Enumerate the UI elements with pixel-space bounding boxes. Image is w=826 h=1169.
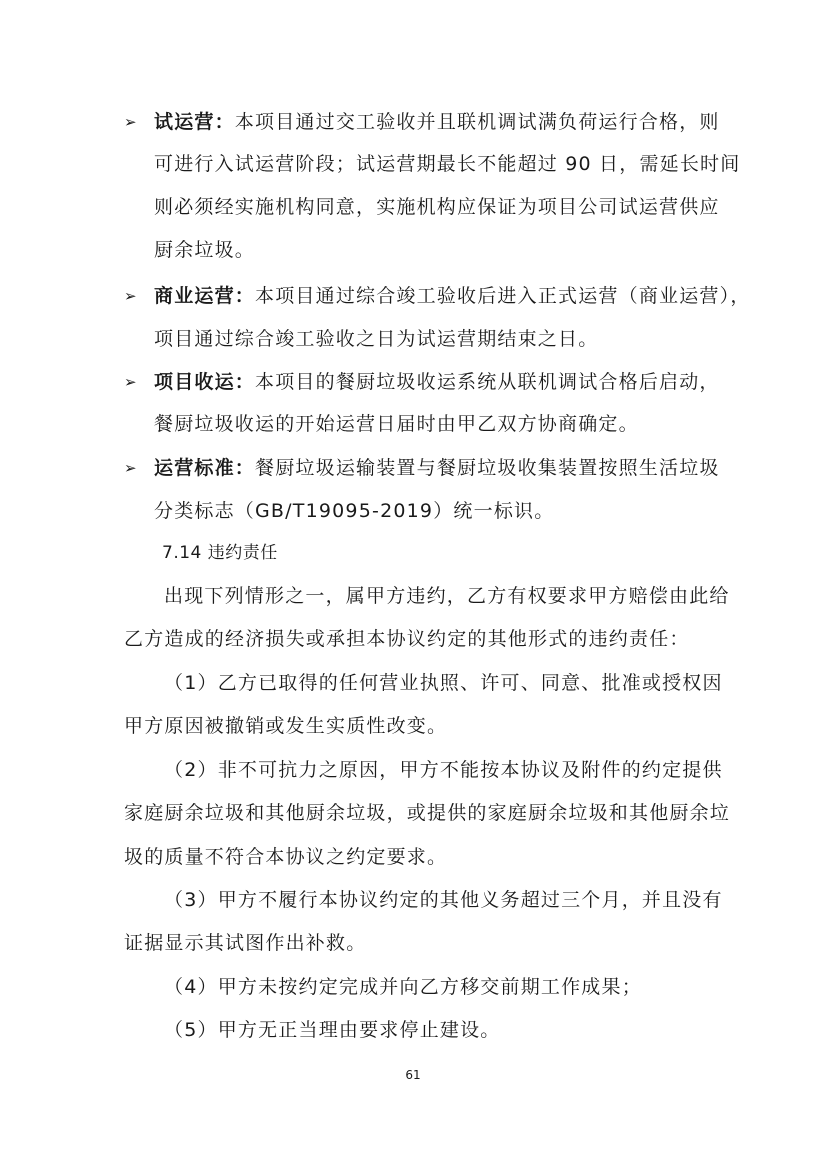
bullet-term: 项目收运： <box>154 371 256 393</box>
bullet-line <box>154 456 720 480</box>
list-item-line: 圾的质量不符合本协议之约定要求。 <box>124 846 448 868</box>
page-number: 61 <box>405 1068 421 1082</box>
bullet-line: 餐厨垃圾收运的开始运营日届时由甲乙双方协商确定。 <box>154 413 639 435</box>
bullet-marker: ➢ <box>124 373 137 391</box>
bullet-term: 试运营： <box>154 111 235 133</box>
bullet-line <box>154 370 720 394</box>
list-item-line: （3）甲方不履行本协议约定的其他义务超过三个月，并且没有 <box>164 889 723 911</box>
bullet-text: 本项目的餐厨垃圾收运系统从联机调试合格后启动， <box>255 371 720 393</box>
bullet-marker: ➢ <box>124 287 137 305</box>
bullet-marker: ➢ <box>124 113 137 131</box>
bullet-line: 项目通过综合竣工验收之日为试运营期结束之日。 <box>154 328 599 350</box>
paragraph-line: 乙方造成的经济损失或承担本协议约定的其他形式的违约责任： <box>124 628 690 650</box>
bullet-line <box>154 110 720 134</box>
list-item-line: （2）非不可抗力之原因，甲方不能按本协议及附件的约定提供 <box>164 759 723 781</box>
list-item-line: （4）甲方未按约定完成并向乙方移交前期工作成果； <box>164 976 642 998</box>
bullet-text: 本项目通过交工验收并且联机调试满负荷运行合格，则 <box>234 111 720 133</box>
bullet-marker: ➢ <box>124 459 137 477</box>
bullet-line <box>154 284 751 308</box>
list-item-line: 甲方原因被撤销或发生实质性改变。 <box>124 715 448 737</box>
list-item-line: （1）乙方已取得的任何营业执照、许可、同意、批准或授权因 <box>164 672 723 694</box>
list-item-line: （5）甲方无正当理由要求停止建设。 <box>164 1019 501 1041</box>
bullet-term: 商业运营： <box>154 285 256 307</box>
bullet-line: 厨余垃圾。 <box>154 239 256 261</box>
paragraph-line: 出现下列情形之一，属甲方违约，乙方有权要求甲方赔偿由此给 <box>164 585 730 607</box>
section-heading: 7.14 违约责任 <box>162 543 278 563</box>
bullet-term: 运营标准： <box>154 457 256 479</box>
bullet-line: 可进行入试运营阶段；试运营期最长不能超过 90 日，需延长时间 <box>154 153 741 175</box>
list-item-line: 证据显示其试图作出补救。 <box>124 932 367 954</box>
bullet-text: 本项目通过综合竣工验收后进入正式运营（商业运营）， <box>255 285 751 307</box>
bullet-line: 则必须经实施机构同意，实施机构应保证为项目公司试运营供应 <box>154 196 720 218</box>
bullet-text: 餐厨垃圾运输装置与餐厨垃圾收集装置按照生活垃圾 <box>255 457 720 479</box>
list-item-line: 家庭厨余垃圾和其他厨余垃圾，或提供的家庭厨余垃圾和其他厨余垃 <box>124 802 731 824</box>
bullet-line: 分类标志（GB/T19095-2019）统一标识。 <box>154 500 555 522</box>
